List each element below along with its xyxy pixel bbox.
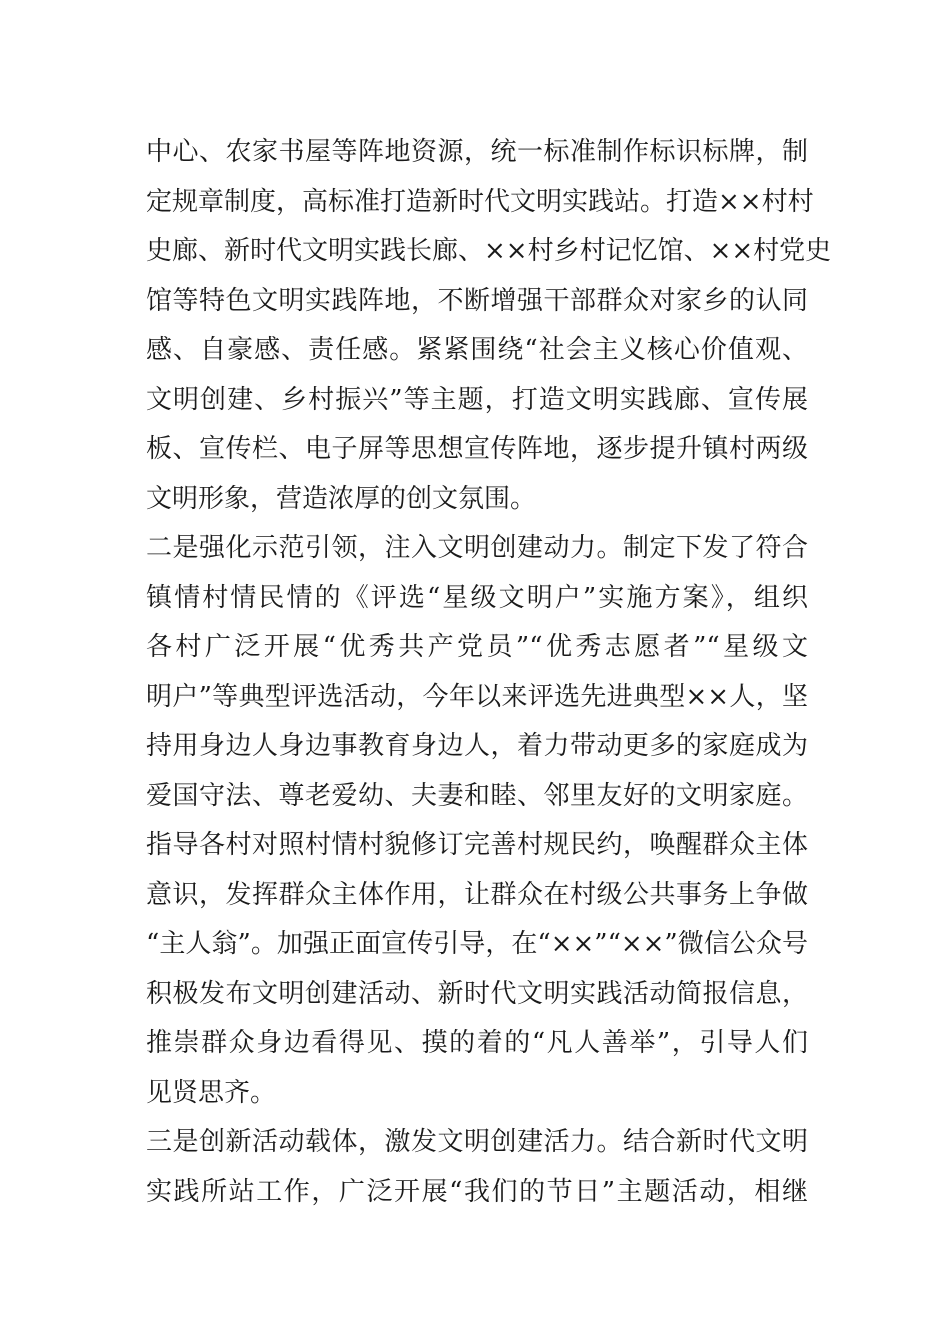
text-line: 定规章制度，高标准打造新时代文明实践站。打造××村村 [146, 186, 814, 217]
text-line: 各村广泛开展“优秀共产党员”“优秀志愿者”“星级文 [146, 632, 808, 662]
document-body [146, 128, 832, 1217]
text-line: 二是强化示范引领，注入文明创建动力。制定下发了符合 [146, 533, 808, 563]
text-line: 板、宣传栏、电子屏等思想宣传阵地，逐步提升镇村两级 [146, 434, 808, 464]
text-line: 持用身边人身边事教育身边人，着力带动更多的家庭成为 [146, 731, 808, 761]
text-line: “主人翁”。加强正面宣传引导，在“××”“××”微信公众号 [146, 929, 808, 959]
text-line: 史廊、新时代文明实践长廊、××村乡村记忆馆、××村党史 [146, 236, 832, 266]
text-line: 推崇群众身边看得见、摸的着的“凡人善举”，引导人们 [146, 1028, 808, 1058]
text-line: 馆等特色文明实践阵地，不断增强干部群众对家乡的认同 [146, 285, 808, 316]
text-line: 文明形象，营造浓厚的创文氛围。 [146, 483, 537, 514]
text-line: 文明创建、乡村振兴”等主题，打造文明实践廊、宣传展 [146, 384, 808, 415]
text-line: 见贤思齐。 [146, 1077, 277, 1108]
text-line: 实践所站工作，广泛开展“我们的节日”主题活动，相继 [146, 1176, 808, 1207]
text-line: 镇情村情民情的《评选“星级文明户”实施方案》，组织 [146, 582, 808, 613]
text-line: 三是创新活动载体，激发文明创建活力。结合新时代文明 [146, 1127, 808, 1157]
text-line: 爱国守法、尊老爱幼、夫妻和睦、邻里友好的文明家庭。 [146, 780, 808, 811]
text-line: 感、自豪感、责任感。紧紧围绕“社会主义核心价值观、 [146, 335, 808, 365]
text-line: 指导各村对照村情村貌修订完善村规民约，唤醒群众主体 [146, 830, 808, 860]
text-line: 意识，发挥群众主体作用，让群众在村级公共事务上争做 [146, 879, 808, 910]
text-line: 积极发布文明创建活动、新时代文明实践活动简报信息， [146, 978, 808, 1009]
text-line: 明户”等典型评选活动，今年以来评选先进典型××人，坚 [146, 681, 808, 712]
text-line: 中心、农家书屋等阵地资源，统一标准制作标识标牌，制 [146, 137, 808, 167]
